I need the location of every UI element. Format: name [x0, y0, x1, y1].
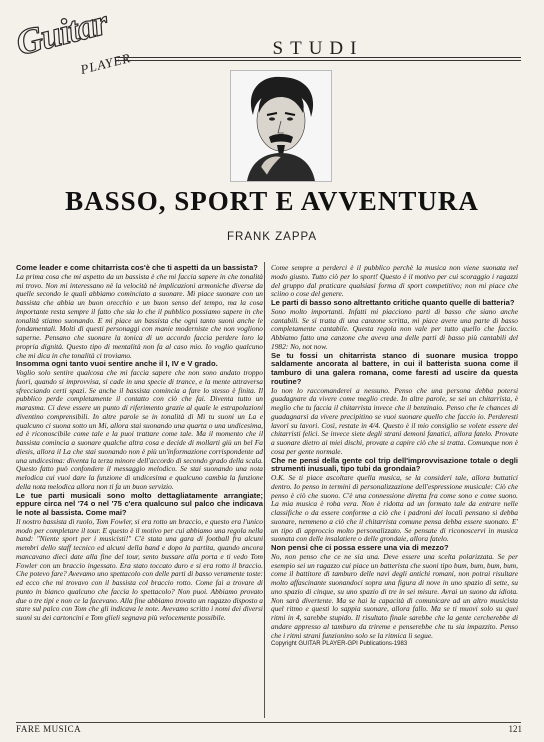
- column-divider: [264, 262, 265, 718]
- header-rule-thin: [115, 60, 521, 61]
- answer-4: Sono molto importanti. Infatti mi piacciono parti di basso che siano anche cantabili. Se si tratta di una canzone scritta, mi piace avere una parte di basso completamente cantabile. Questa regola non vale per tutto quello che faccio. Abbiamo fatto una canzone che aveva una delle parti di basso più cantabili del 1982: No, not now.: [271, 306, 518, 351]
- left-column: [16, 264, 263, 720]
- guitar-player-logo: [12, 1, 133, 90]
- answer-3: Il nostro bassista di ruolo, Tom Fowler, si era rotto un braccio, e questo era l'unico modo per completare il tour. E questo è il motivo per cui abbiamo una regola nella band: "Niente sport per i musicisti!" C'è stata una gara di football fra alcuni membri dello staff tecnico ed alcuni della band e dopo la partita, quando ancora mancavano dieci date alla fine del tour, sento bussare alla porta e ti vedo Tom Fowler con un braccio ingessato. Era stato toccato duro e si era rotto il braccio. Che potevo fare? Avevamo uno spettacolo con delle parti di basso veramente toste: ed ecco che mi trovavo con il bassista col braccio rotto. Come fai a trovare di punto in bianco qualcuno che faccia lo spettacolo? Non puoi. Abbiamo provato due o tre tipi e non ce la facevano. Alla fine abbiamo trovato un ragazzo disposto a stare sul palco con Tom che gli indicava le note. Avevamo scritto i nomi dei diversi suoni su dei cartoncini e Tom glieli segnava più velocemente possibile.: [16, 516, 263, 622]
- magazine-name: FARE MUSICA: [16, 724, 82, 734]
- answer-6: O.K. Se ti piace ascoltare quella musica, se la consideri tale, allora buttatici dentro. Io penso in termini di personalizzazione dell'espressione musicale: Ciò che penso è ciò che suono. C'è una connessione diretta fra come sono e come suono. La mia musica è roba vera. Non è ridotta ad un formato tale da entrare nelle classifiche o da essere conforme a ciò che i padroni dei locali pensano si debba suonare, nemmeno a ciò che il chitarrista comune pensa debba essere suonato. E' un tipo di approccio molto personalizzato. Se pensate di riconoscervi in musica suonata con delle insalatiere o delle grondaie, allora fatelo.: [271, 473, 518, 544]
- article-title: BASSO, SPORT E AVVENTURA: [65, 186, 479, 216]
- answer-2: Voglio solo sentire qualcosa che mi faccia sapere che non sono andato troppo fuori, quando si improvvisa, si cade in una specie di trance, e la mente attraversa sfrecciando certi spazi. Se anche il bassista comincia a fare lo stesso è finita. Il pubblico perde completamente il contatto con ciò che fai. Diventa tutto un marasma. Ci deve essere un punto di riferimento grazie al quale le estrapolazioni diventino comprensibili. In altre parole se in tonalità di Mi tu suoni un La e qualcuno ci suona sotto un Mi, allora stai suonando una quarta o una undicesima, ed è riconoscibile come tale e la puoi trattare come tale. Ma il momento che il bassista comincia a suonare qualche altra cosa e decide di mollarti giù un bel Fa diesis, allora il La che stai suonando non è più un'informazione corrispondente ad una undicesima: diventa la terza minore dell'accordo di secondo grado della scala. Questo fatto può confondere il messaggio melodico. Se stai suonando una nota melodica cui vuoi dare la funzione di undicesima e qualcuno cambia la funzione della nota melodica allora non ti fa un buon servizio.: [16, 368, 263, 491]
- question-3: Le tue parti musicali sono molto dettagliatamente arrangiate; eppure circa nel '74 o nel '75 c'era qualcuno sul palco che indicava le note al bassista. Come mai?: [16, 490, 263, 517]
- author-photo: [230, 70, 332, 182]
- answer-7: No, non penso che ce ne sia una. Deve essere una scelta polarizzata. Se per esempio sei un ragazzo cui piace un batterista che suoni tipo bum, bum, bum, bum, come il battitore di tamburo delle navi degli antichi romani, non potrai risultare molto affascinante suonandoci sopra una figura di nove in uno spazio di sette, su uno spazio di cinque, su uno spazio di tre in sei misure. Avrai un suono da idiota. Non sarà divertente. Ma se hai la capacità di comunicare ad un altro musicista quel ritmo e questi lo sappia suonare, allora fallo. Ma se ti muovi solo su quei ritmi in 4, sarebbe stupido. Il risultato finale sarebbe che la gente cercherebbe di andare appresso al tamburo da trireme e penserebbe che tu sia impazzito. Penso che i ritmi strani funzionino solo se la ritmica li segue.: [271, 551, 518, 640]
- question-7: Non pensi che ci possa essere una via di mezzo?: [271, 543, 449, 552]
- page-number: 121: [508, 724, 522, 734]
- section-title: STUDI: [272, 38, 364, 59]
- copyright-note: Copyright GUITAR PLAYER-GPI Publications-1983: [271, 641, 408, 648]
- answer-3-continued: Come sempre a perderci è il pubblico perchè la musica non viene suonata nel modo giusto. Tutto ciò per lo sport! Questo è il motivo per cui scoraggio i ragazzi del gruppo dal praticare qualsiasi forma di sport competitivo; non mi piace che sciino o cose del genere.: [271, 264, 518, 299]
- question-5: Se tu fossi un chitarrista stanco di suonare musica troppo saldamente ancorata al battere, in cui il batterista suona come il tamburo di una galera romana, come faresti ad uscire da questa routine?: [271, 350, 518, 386]
- question-2: Insomma ogni tanto vuoi sentire anche il I, IV e V grado.: [16, 359, 218, 369]
- question-6: Che ne pensi della gente col trip dell'improvvisazione totale o degli strumenti inusuali, tipo tubi da grondaia?: [271, 455, 518, 474]
- answer-5: Io non lo raccomanderei a nessuno. Penso che una persona debba potersi guadagnare da vivere come meglio crede. In altre parole, se sei un chitarrista, è meglio che tu faccia il chitarrista invece che il benzinaio. Penso che le chances di guadagnarsi da vivere precipitino se vuoi suonare quello che faccio io. Perderesti lavori su lavori. Così, restate in 4/4. Questo è il mio consiglio se volete essere dei chitarristi felici. Se invece siete degli strani demoni fanatici, allora fatelo. Provate a suonare dietro ai miei dischi, provate a capire ciò che si tratta. Comunque non è cosa per gente normale.: [271, 385, 518, 456]
- right-column: [271, 264, 518, 720]
- question-1: Come leader e come chitarrista cos'è che ti aspetti da un bassista?: [16, 264, 258, 272]
- logo-sub-text: PLAYER: [78, 50, 133, 78]
- logo-main-text: Guitar: [12, 1, 112, 64]
- article-author: FRANK ZAPPA: [226, 231, 318, 243]
- portrait-illustration: [231, 71, 331, 181]
- question-4: Le parti di basso sono altrettanto critiche quanto quelle di batteria?: [271, 298, 515, 307]
- footer-rule: [16, 722, 521, 723]
- answer-1: La prima cosa che mi aspetto da un bassista è che mi faccia sapere in che tonalità mi trovo. Non mi interessano nè la velocità nè implicazioni armoniche diverse da quelle secondo le quali abbiamo cominciato a suonare. Mi piace suonare con un bassista che abbia un buon orecchio e un buon senso del tempo, ma la cosa importante resta sempre il fatto che sia lo che il pubblico possiamo sapere in che tonalità stiamo suonando. E mi piace un bassista che ogni tanto suoni anche le fondamentali. Molti di questi personaggi con manie moderniste che non vogliono saperne. Pensano che suonare la tonica di un accordo faccia perdere loro la propria dignità. Questo tipo di mentalità non fa al caso mio. Io voglio qualcuno che mi dica in che tonalità ci troviamo.: [16, 271, 263, 360]
